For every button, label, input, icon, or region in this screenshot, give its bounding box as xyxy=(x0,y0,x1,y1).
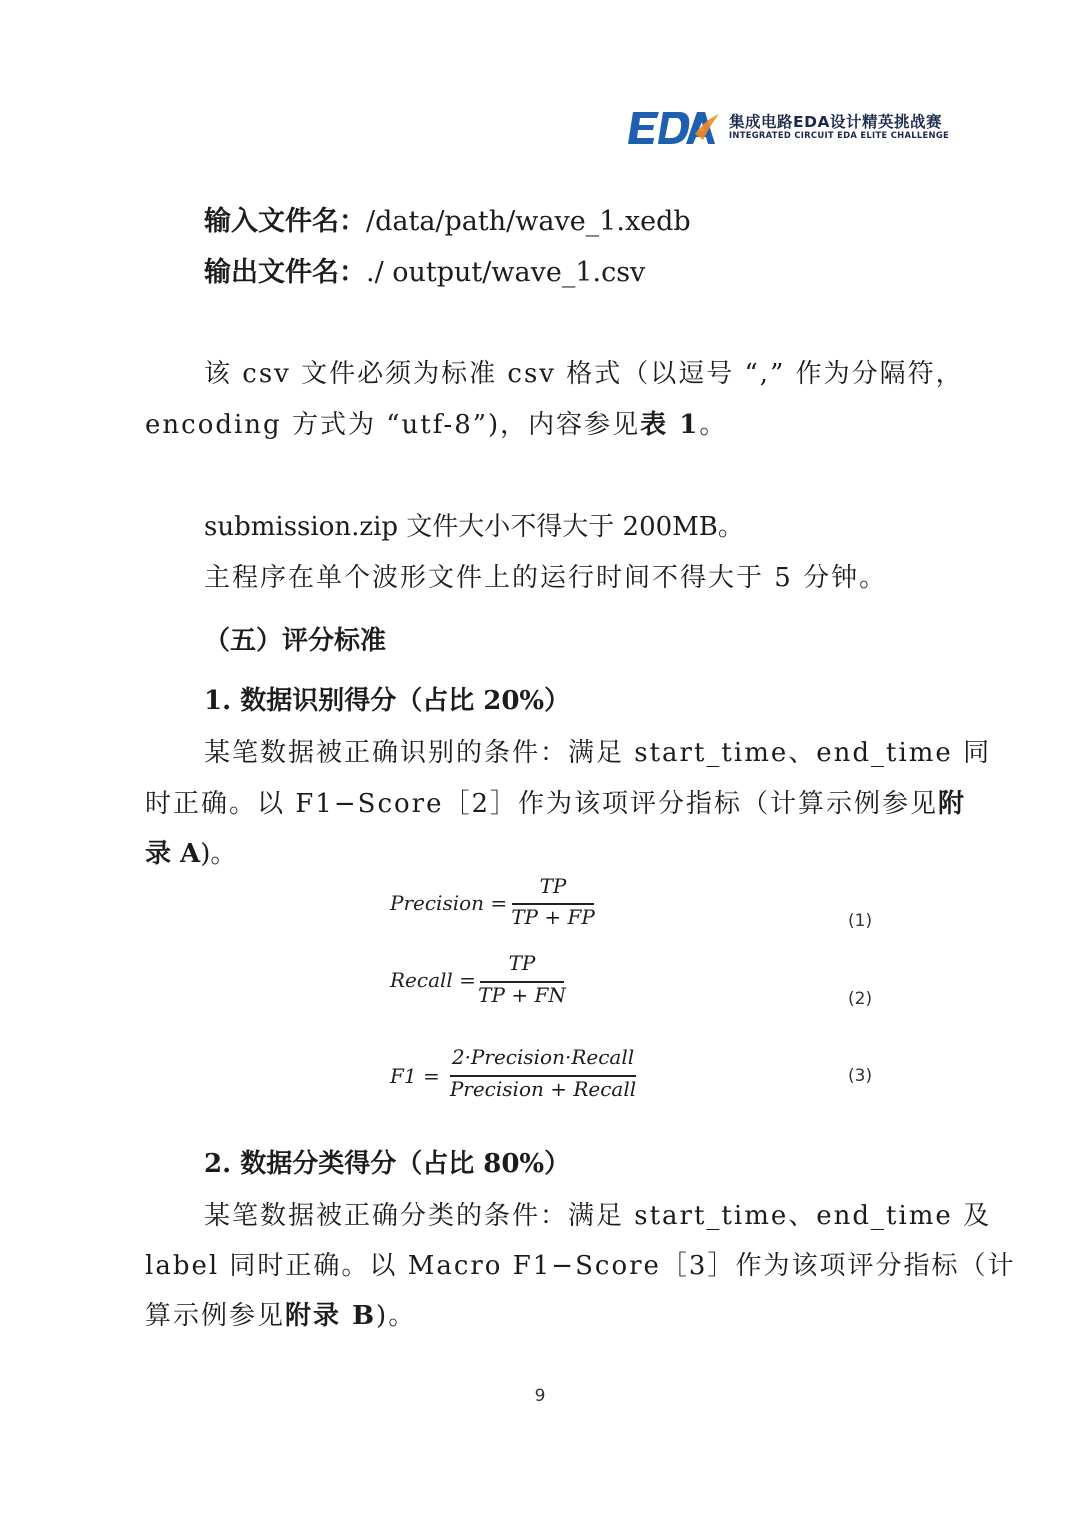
recall-lhs: Recall = xyxy=(390,968,476,992)
equation-number-3: (3) xyxy=(848,1066,873,1086)
precision-lhs: Precision = xyxy=(390,891,508,915)
sub2-line2: label 同时正确。以 Macro F1−Score［3］作为该项评分指标（计 xyxy=(145,1251,1016,1281)
csv-paragraph-end: 。 xyxy=(699,410,728,440)
sub1-line2 xyxy=(145,786,966,822)
equation-number-1: (1) xyxy=(848,911,873,931)
subsection-2-heading: 2. 数据分类得分（占比 80%） xyxy=(204,1149,571,1179)
appendix-a-ref-start: 附 xyxy=(938,789,967,819)
logo-title-cn: 集成电路EDA设计精英挑战赛 xyxy=(729,113,942,131)
appendix-a-ref: 录 A xyxy=(145,839,201,869)
subsection-1-heading: 1. 数据识别得分（占比 20%） xyxy=(204,686,571,716)
output-filename-value: ./ output/wave_1.csv xyxy=(366,257,646,288)
sub2-line3-end: )。 xyxy=(376,1301,417,1331)
csv-paragraph-line2 xyxy=(145,407,727,443)
f1-lhs: F1 = xyxy=(390,1064,440,1088)
time-limit-line: 主程序在单个波形文件上的运行时间不得大于 5 分钟。 xyxy=(204,563,888,593)
sub1-line2-text: 时正确。以 F1−Score［2］作为该项评分指标（计算示例参见 xyxy=(145,789,939,819)
precision-denominator: TP + FP xyxy=(511,905,595,929)
sub1-line3 xyxy=(145,836,236,872)
precision-numerator: TP xyxy=(539,874,567,898)
sub2-line3-text: 算示例参见 xyxy=(145,1301,286,1331)
sub1-line1: 某笔数据被正确识别的条件：满足 start_time、end_time 同 xyxy=(204,738,992,768)
sub1-line3-end: )。 xyxy=(200,839,237,869)
f1-denominator: Precision + Recall xyxy=(449,1077,637,1101)
csv-paragraph-text: encoding 方式为 “utf-8”)，内容参见 xyxy=(145,410,641,440)
output-filename-line xyxy=(204,255,645,291)
equation-number-2: (2) xyxy=(848,989,873,1009)
page-number: 9 xyxy=(534,1386,546,1406)
input-filename-label: 输入文件名： xyxy=(204,206,366,237)
sub2-line1: 某笔数据被正确分类的条件：满足 start_time、end_time 及 xyxy=(204,1201,992,1231)
input-filename-line xyxy=(204,204,691,240)
output-filename-label: 输出文件名： xyxy=(204,257,366,288)
size-limit-line: submission.zip 文件大小不得大于 200MB。 xyxy=(204,512,744,542)
logo-title-en: INTEGRATED CIRCUIT EDA ELITE CHALLENGE xyxy=(729,130,950,140)
competition-logo xyxy=(625,104,950,150)
f1-numerator: 2·Precision·Recall xyxy=(451,1045,635,1069)
appendix-b-ref: 附录 B xyxy=(285,1301,377,1331)
eda-logo-mark-icon xyxy=(625,110,721,146)
recall-denominator: TP + FN xyxy=(478,983,566,1007)
csv-paragraph-line1: 该 csv 文件必须为标准 csv 格式（以逗号 “,” 作为分隔符， xyxy=(204,359,964,389)
sub2-line3 xyxy=(145,1298,416,1334)
table-1-ref: 表 1 xyxy=(640,410,700,440)
section-heading: （五）评分标准 xyxy=(204,626,387,656)
input-filename-value: /data/path/wave_1.xedb xyxy=(366,206,691,237)
recall-numerator: TP xyxy=(508,951,536,975)
